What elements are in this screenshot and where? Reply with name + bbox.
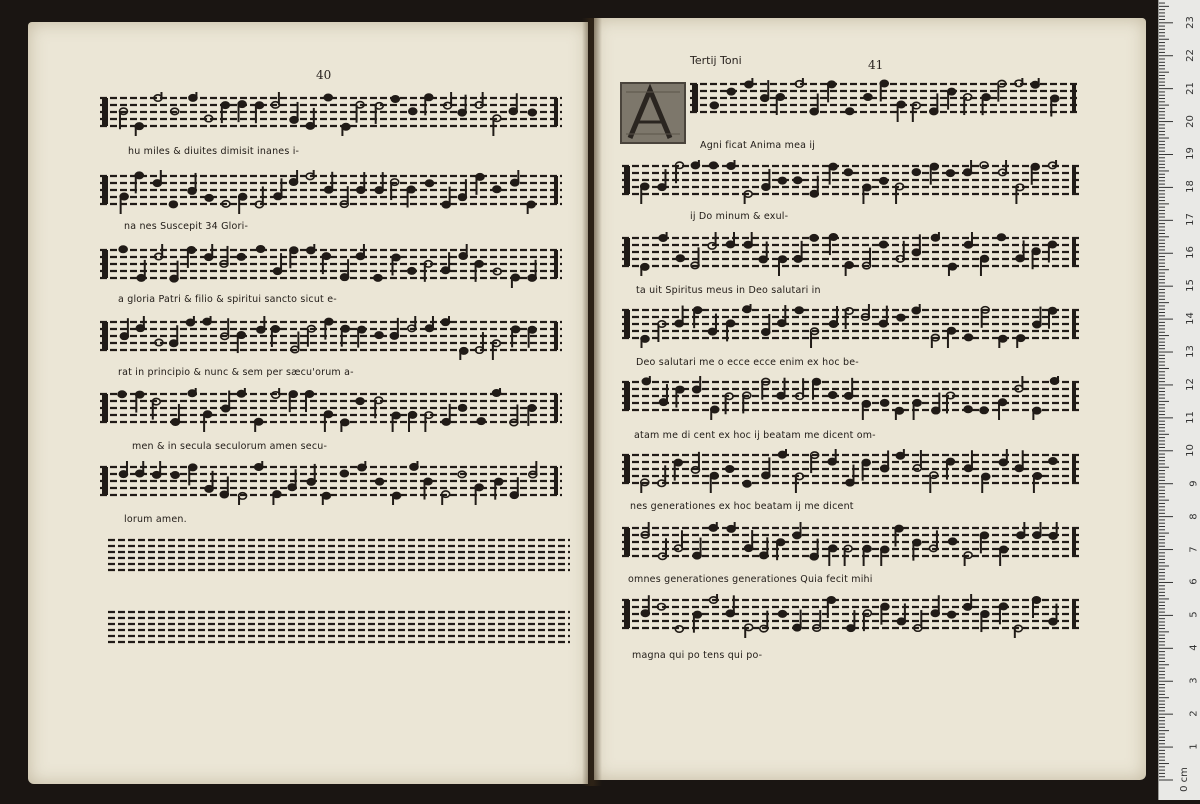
right-lyrics-4: Deo salutari me o ecce ecce enim ex hoc be- xyxy=(636,357,859,368)
note-head xyxy=(897,314,905,320)
note-head xyxy=(391,96,399,102)
note-head xyxy=(949,538,957,544)
left-lyrics-4: rat in principio & nunc & sem per sæcu'orum a- xyxy=(118,367,354,378)
ruler-label: 16 xyxy=(1185,246,1197,260)
note-head xyxy=(778,177,786,183)
ruler-label: 13 xyxy=(1185,345,1197,358)
clef-mark xyxy=(624,600,630,628)
bar-line xyxy=(1072,600,1076,628)
note-head xyxy=(726,466,734,472)
bar-line xyxy=(1072,84,1076,112)
note-head xyxy=(743,481,751,487)
right-lyrics-6: nes generationes ex hoc beatam ij me dicent xyxy=(630,501,854,512)
ruler-label: 3 xyxy=(1188,677,1200,684)
right-staff-4 xyxy=(622,304,1080,348)
ruler-label: 2 xyxy=(1188,710,1200,717)
ruler-label: 6 xyxy=(1188,578,1200,586)
note-head xyxy=(459,405,467,411)
right-staff-6 xyxy=(622,449,1080,493)
clef-mark xyxy=(102,98,108,126)
ruler-label: 12 xyxy=(1185,378,1197,391)
note-head xyxy=(997,234,1005,240)
right-staff-3 xyxy=(622,232,1080,276)
note-head xyxy=(795,307,803,313)
note-head xyxy=(948,611,956,617)
left-lyrics-3: a gloria Patri & filio & spiritui sancto sicut e- xyxy=(118,294,337,305)
clef-mark xyxy=(624,382,630,410)
bar-line xyxy=(554,98,558,126)
clef-mark xyxy=(102,394,108,422)
ruler-label: 23 xyxy=(1185,15,1197,29)
note-head xyxy=(810,235,818,241)
clef-mark xyxy=(692,84,698,112)
note-head xyxy=(864,94,872,100)
bar-line xyxy=(1072,455,1076,483)
ruler-label: 5 xyxy=(1188,611,1200,619)
right-lyrics-2: ij Do minum & exul- xyxy=(690,211,789,222)
left-empty-staff-1 xyxy=(108,536,570,576)
right-staff-5 xyxy=(622,376,1080,420)
note-head xyxy=(171,472,179,478)
ruler-label: 17 xyxy=(1185,213,1197,227)
left-staff-5 xyxy=(100,388,562,432)
left-staff-3 xyxy=(100,244,562,288)
clef-mark xyxy=(102,176,108,204)
left-lyrics-1: hu miles & diuites dimisit inanes i- xyxy=(128,146,300,157)
book-gutter xyxy=(582,18,602,786)
note-head xyxy=(477,418,485,424)
left-page-number: 40 xyxy=(316,68,332,82)
clef-mark xyxy=(102,250,108,278)
right-staff-1 xyxy=(690,78,1080,122)
note-head xyxy=(409,108,417,114)
clef-mark xyxy=(624,166,630,194)
decorated-initial xyxy=(620,82,686,144)
measurement-ruler xyxy=(1158,0,1200,800)
bar-line xyxy=(554,394,558,422)
clef-mark xyxy=(102,322,108,350)
ruler-label: 11 xyxy=(1185,410,1197,424)
note-head xyxy=(408,268,416,274)
left-staff-1 xyxy=(100,92,562,136)
note-head xyxy=(880,178,888,184)
bar-line xyxy=(554,250,558,278)
note-head xyxy=(727,88,735,94)
note-head xyxy=(237,254,245,260)
left-empty-staff-2 xyxy=(108,608,570,648)
note-head xyxy=(794,177,802,183)
ruler-label: 4 xyxy=(1188,644,1200,651)
right-staff-7 xyxy=(622,522,1080,566)
right-staff-2 xyxy=(622,160,1080,204)
note-head xyxy=(912,169,920,175)
note-head xyxy=(881,400,889,406)
right-staff-8 xyxy=(622,594,1080,638)
bar-line xyxy=(1072,310,1076,338)
note-head xyxy=(880,241,888,247)
left-lyrics-2: na nes Suscepit 34 Glori- xyxy=(124,221,249,232)
note-head xyxy=(376,478,384,484)
left-staff-4 xyxy=(100,316,562,360)
clef-mark xyxy=(624,455,630,483)
clef-mark xyxy=(102,467,108,495)
note-head xyxy=(676,255,684,261)
note-head xyxy=(169,201,177,207)
ruler-label: 15 xyxy=(1185,279,1197,293)
ruler-label: 8 xyxy=(1188,512,1200,520)
note-head xyxy=(205,195,213,201)
note-head xyxy=(710,162,718,168)
right-page-number: 41 xyxy=(868,58,884,72)
left-staff-2 xyxy=(100,170,562,214)
note-head xyxy=(119,246,127,252)
ruler-label: 10 xyxy=(1185,443,1197,457)
ruler-label: 20 xyxy=(1185,114,1197,128)
note-head xyxy=(1049,458,1057,464)
ruler-label: 18 xyxy=(1185,180,1197,194)
right-lyrics-8: magna qui po tens qui po- xyxy=(632,650,763,661)
left-lyrics-6: lorum amen. xyxy=(124,514,187,525)
ruler-label: 21 xyxy=(1185,81,1197,95)
right-lyrics-3: ta uit Spiritus meus in Deo salutari in xyxy=(636,285,821,296)
bar-line xyxy=(1072,166,1076,194)
note-head xyxy=(118,391,126,397)
bar-line xyxy=(1072,528,1076,556)
running-head: Tertij Toni xyxy=(690,54,742,67)
note-head xyxy=(356,398,364,404)
note-head xyxy=(374,275,382,281)
ruler-label: 1 xyxy=(1188,743,1200,750)
ruler-label: 22 xyxy=(1185,48,1197,62)
bar-line xyxy=(1072,382,1076,410)
left-staff-6 xyxy=(100,461,562,505)
note-head xyxy=(844,169,852,175)
note-head xyxy=(375,332,383,338)
bar-line xyxy=(554,467,558,495)
note-head xyxy=(946,170,954,176)
note-head xyxy=(340,470,348,476)
note-head xyxy=(965,334,973,340)
note-head xyxy=(257,246,265,252)
note-head xyxy=(425,180,433,186)
right-lyrics-7: omnes generationes generationes Quia fecit mihi xyxy=(628,574,873,585)
ruler-label: 7 xyxy=(1188,545,1200,553)
note-head xyxy=(528,109,536,115)
bar-line xyxy=(554,176,558,204)
ruler-label: 14 xyxy=(1185,312,1197,325)
clef-mark xyxy=(624,238,630,266)
ruler-label: 9 xyxy=(1188,480,1200,487)
clef-mark xyxy=(624,528,630,556)
note-head xyxy=(980,407,988,413)
note-head xyxy=(829,392,837,398)
note-head xyxy=(846,108,854,114)
bar-line xyxy=(554,322,558,350)
note-head xyxy=(710,102,718,108)
right-lyrics-5: atam me di cent ex hoc ij beatam me dicent om- xyxy=(634,430,876,441)
bar-line xyxy=(1072,238,1076,266)
initial-letter-graphic xyxy=(622,84,684,142)
ruler-label: 0 cm xyxy=(1179,767,1191,792)
right-lyrics-1: Agni ficat Anima mea ij xyxy=(700,140,816,151)
clef-mark xyxy=(624,310,630,338)
note-head xyxy=(964,406,972,412)
left-lyrics-5: men & in secula seculorum amen secu- xyxy=(132,441,328,452)
ruler-label: 19 xyxy=(1185,147,1197,161)
note-head xyxy=(778,611,786,617)
note-head xyxy=(324,94,332,100)
note-head xyxy=(493,186,501,192)
